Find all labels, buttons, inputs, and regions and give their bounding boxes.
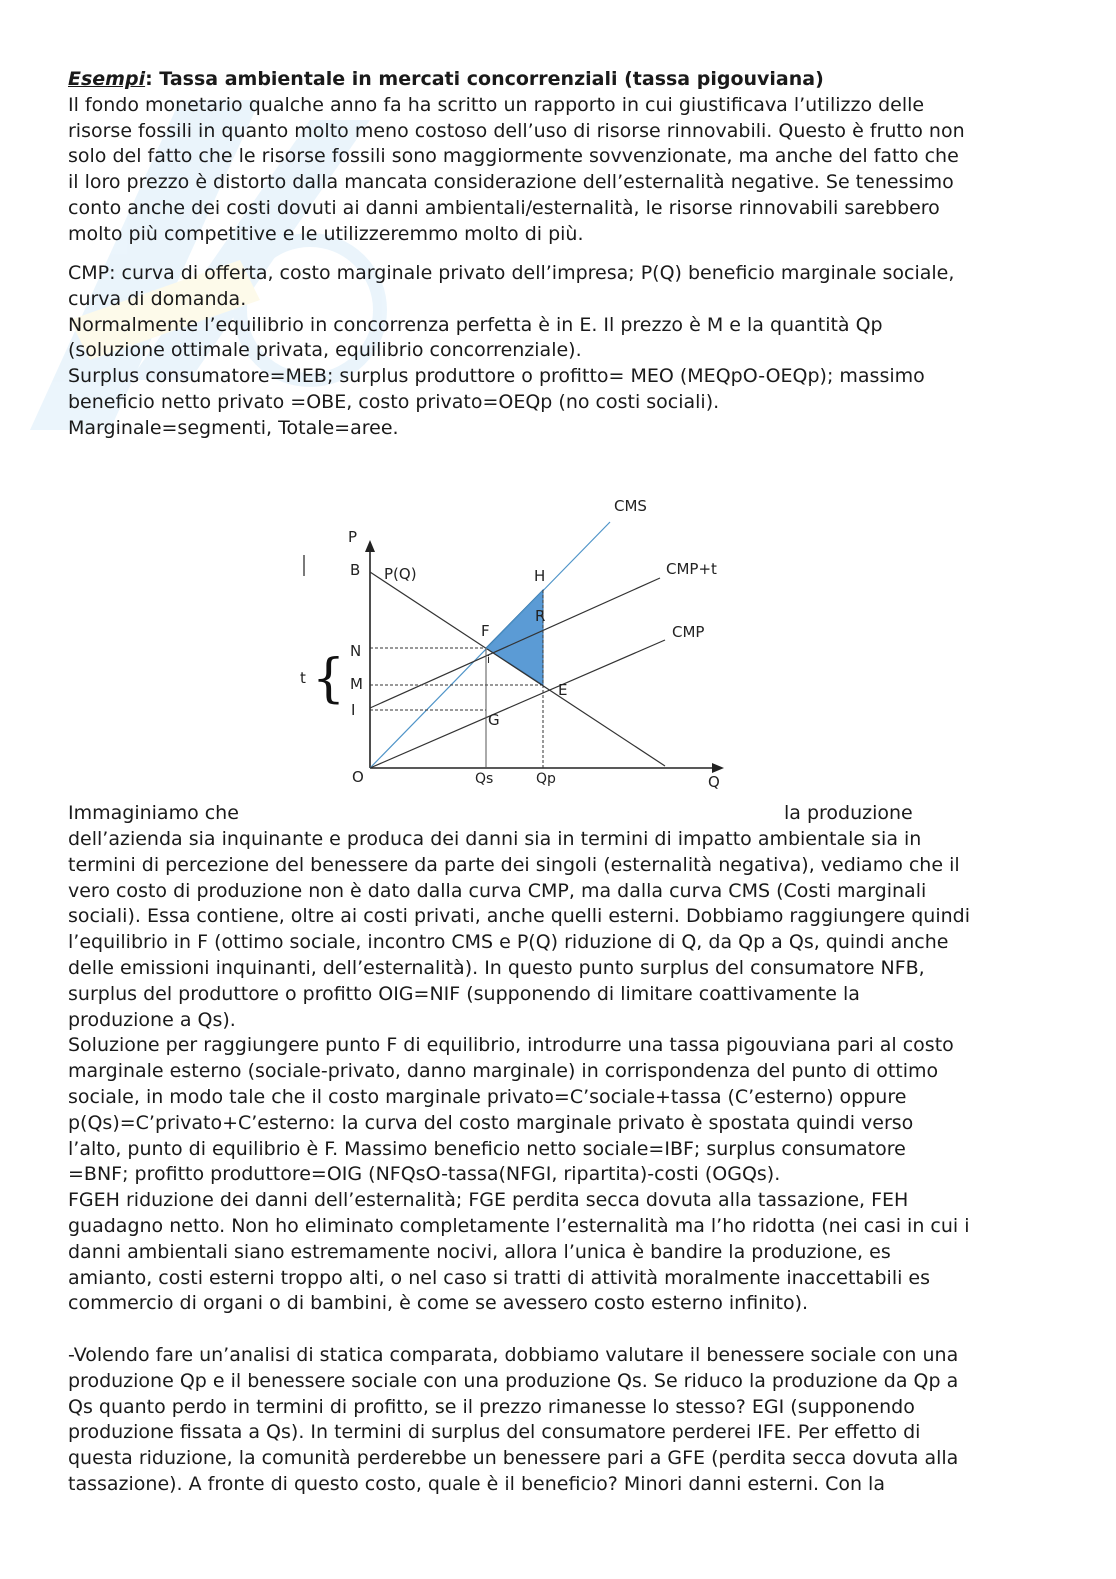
body-line: commercio di organi o di bambini, è come se avessero costo esterno infinito).: [68, 1292, 809, 1315]
label-tax: t: [300, 669, 306, 687]
static-line: Qs quanto perdo in termini di profitto, se il prezzo rimanesse lo stesso? EGI (supponendo: [68, 1395, 915, 1418]
label-g: G: [488, 711, 500, 729]
body-line: dell’azienda sia inquinante e produca dei danni sia in termini di impatto ambientale sia in: [68, 828, 922, 850]
body-line: sociali). Essa contiene, oltre ai costi privati, anche quelli esterni. Dobbiamo raggiungere quindi: [68, 905, 971, 928]
label-i-small: i: [487, 653, 491, 666]
heading-title: : Tassa ambientale in mercati concorrenziali (tassa pigouviana): [145, 68, 824, 90]
label-f: F: [481, 622, 490, 640]
body-line: p(Qs)=C’privato+C’esterno: la curva del costo marginale privato è spostata quindi verso: [68, 1111, 914, 1134]
static-line: -Volendo fare un’analisi di statica comparata, dobbiamo valutare il benessere sociale con una: [68, 1343, 959, 1366]
body-line: delle emissioni inquinanti, dell’esternalità). In questo punto surplus del consumatore NFB,: [68, 956, 925, 979]
intro-line: conto anche dei costi dovuti ai danni ambientali/esternalità, le risorse rinnovabili sarebbero: [68, 196, 940, 219]
demand-curve: [370, 572, 665, 766]
definition-line: CMP: curva di offerta, costo marginale privato dell’impresa; P(Q) beneficio marginale sociale,: [68, 262, 955, 284]
definition-line: Normalmente l’equilibrio in concorrenza perfetta è in E. Il prezzo è M e la quantità Qp: [68, 313, 883, 336]
intro-section: [68, 67, 1058, 248]
definitions-section: [68, 261, 1058, 442]
label-cmp: CMP: [672, 623, 705, 641]
body-line: guadagno netto. Non ho eliminato completamente l’esternalità ma l’ho ridotta (nei casi in cui i: [68, 1214, 970, 1237]
immaginiamo-right: la produzione: [784, 802, 913, 824]
intro-line: il loro prezzo è distorto dalla mancata considerazione dell’esternalità negative. Se tenessimo: [68, 171, 954, 194]
label-e: E: [558, 681, 568, 699]
label-cms: CMS: [614, 497, 647, 515]
tick-qp: Qp: [536, 771, 556, 787]
welfare-gain-area: [486, 590, 546, 685]
definition-line: Surplus consumatore=MEB; surplus produttore o profitto= MEO (MEQpO-OEQp); massimo: [68, 365, 925, 388]
paragraph-gap: [68, 1317, 1058, 1343]
section-heading: [68, 67, 1058, 93]
label-m: M: [350, 675, 363, 693]
label-p-axis: P: [348, 528, 358, 546]
body-line: l’equilibrio in F (ottimo sociale, incontro CMS e P(Q) riduzione di Q, da Qp a Qs, quindi anche: [68, 931, 949, 954]
static-line: produzione Qp e il benessere sociale con una produzione Qs. Se riduco la produzione da Qp a: [68, 1369, 959, 1392]
body-line: termini di percezione del benessere da parte dei singoli (esternalità negativa), vediamo che il: [68, 853, 960, 876]
heading-esempi: Esempi: [68, 68, 146, 90]
label-q-axis: Q: [708, 773, 720, 791]
pigouvian-tax-diagram: [290, 490, 740, 795]
immaginiamo-left: Immaginiamo che: [68, 802, 239, 824]
label-origin: O: [352, 768, 364, 786]
intro-line: molto più competitive e le utilizzeremmo molto di più.: [68, 222, 584, 245]
intro-line: solo del fatto che le risorse fossili sono maggiormente sovvenzionate, ma anche del fatto che: [68, 145, 959, 168]
body-line: produzione a Qs).: [68, 1008, 236, 1031]
label-r: R: [535, 607, 546, 625]
label-n: N: [350, 642, 362, 660]
body-line: surplus del produttore o profitto OIG=NIF (supponendo di limitare coattivamente la: [68, 982, 860, 1005]
cmp-t-curve: [370, 578, 660, 708]
p-axis-arrow: [365, 540, 375, 552]
definition-line: curva di domanda.: [68, 287, 247, 310]
tick-qs: Qs: [475, 771, 494, 787]
label-b: B: [350, 561, 361, 579]
body-line: FGEH riduzione dei danni dell’esternalità; FGE perdita secca dovuta alla tassazione, FEH: [68, 1189, 909, 1212]
body-section: [68, 827, 1058, 1498]
static-line: produzione fissata a Qs). In termini di surplus del consumatore perderei IFE. Per effetto di: [68, 1421, 921, 1444]
body-line: Soluzione per raggiungere punto F di equilibrio, introdurre una tassa pigouviana pari al costo: [68, 1034, 954, 1057]
static-line: questa riduzione, la comunità perderebbe un benessere pari a GFE (perdita secca dovuta alla: [68, 1447, 959, 1470]
body-line: sociale, in modo tale che il costo marginale privato=C’sociale+tassa (C’esterno) oppure: [68, 1085, 907, 1108]
definition-line: beneficio netto privato =OBE, costo privato=OEQp (no costi sociali).: [68, 390, 720, 413]
body-line: l’alto, punto di equilibrio è F. Massimo beneficio netto sociale=IBF; surplus consumatore: [68, 1137, 906, 1160]
label-cmp-t: CMP+t: [666, 560, 717, 578]
label-demand: P(Q): [384, 565, 417, 583]
static-line: tassazione). A fronte di questo costo, quale è il beneficio? Minori danni esterni. Con la: [68, 1472, 885, 1495]
intro-line: Il fondo monetario qualche anno fa ha scritto un rapporto in cui giustificava l’utilizzo delle: [68, 93, 925, 116]
body-line: amianto, costi esterni troppo alti, o nel caso si tratti di attività moralmente inaccettabili es: [68, 1266, 931, 1289]
tax-brace: {: [312, 649, 346, 709]
intro-line: risorse fossili in quanto molto meno costoso dell’uso di risorse rinnovabili. Questo è frutto non: [68, 119, 965, 142]
label-h: H: [534, 567, 546, 585]
definition-line: (soluzione ottimale privata, equilibrio concorrenziale).: [68, 339, 582, 362]
body-line: vero costo di produzione non è dato dalla curva CMP, ma dalla curva CMS (Costi marginali: [68, 879, 927, 902]
body-line: =BNF; profitto produttore=OIG (NFQsO-tassa(NFGI, ripartita)-costi (OGQs).: [68, 1163, 781, 1186]
cms-curve: [370, 522, 610, 768]
body-line: marginale esterno (sociale-privato, danno marginale) in corrispondenza del punto di ottimo: [68, 1060, 939, 1083]
body-line: danni ambientali siano estremamente nocivi, allora l’unica è bandire la produzione, es: [68, 1240, 891, 1263]
label-i-axis: I: [351, 701, 356, 719]
q-axis-arrow: [712, 763, 724, 773]
definition-line: Marginale=segmenti, Totale=aree.: [68, 416, 399, 439]
